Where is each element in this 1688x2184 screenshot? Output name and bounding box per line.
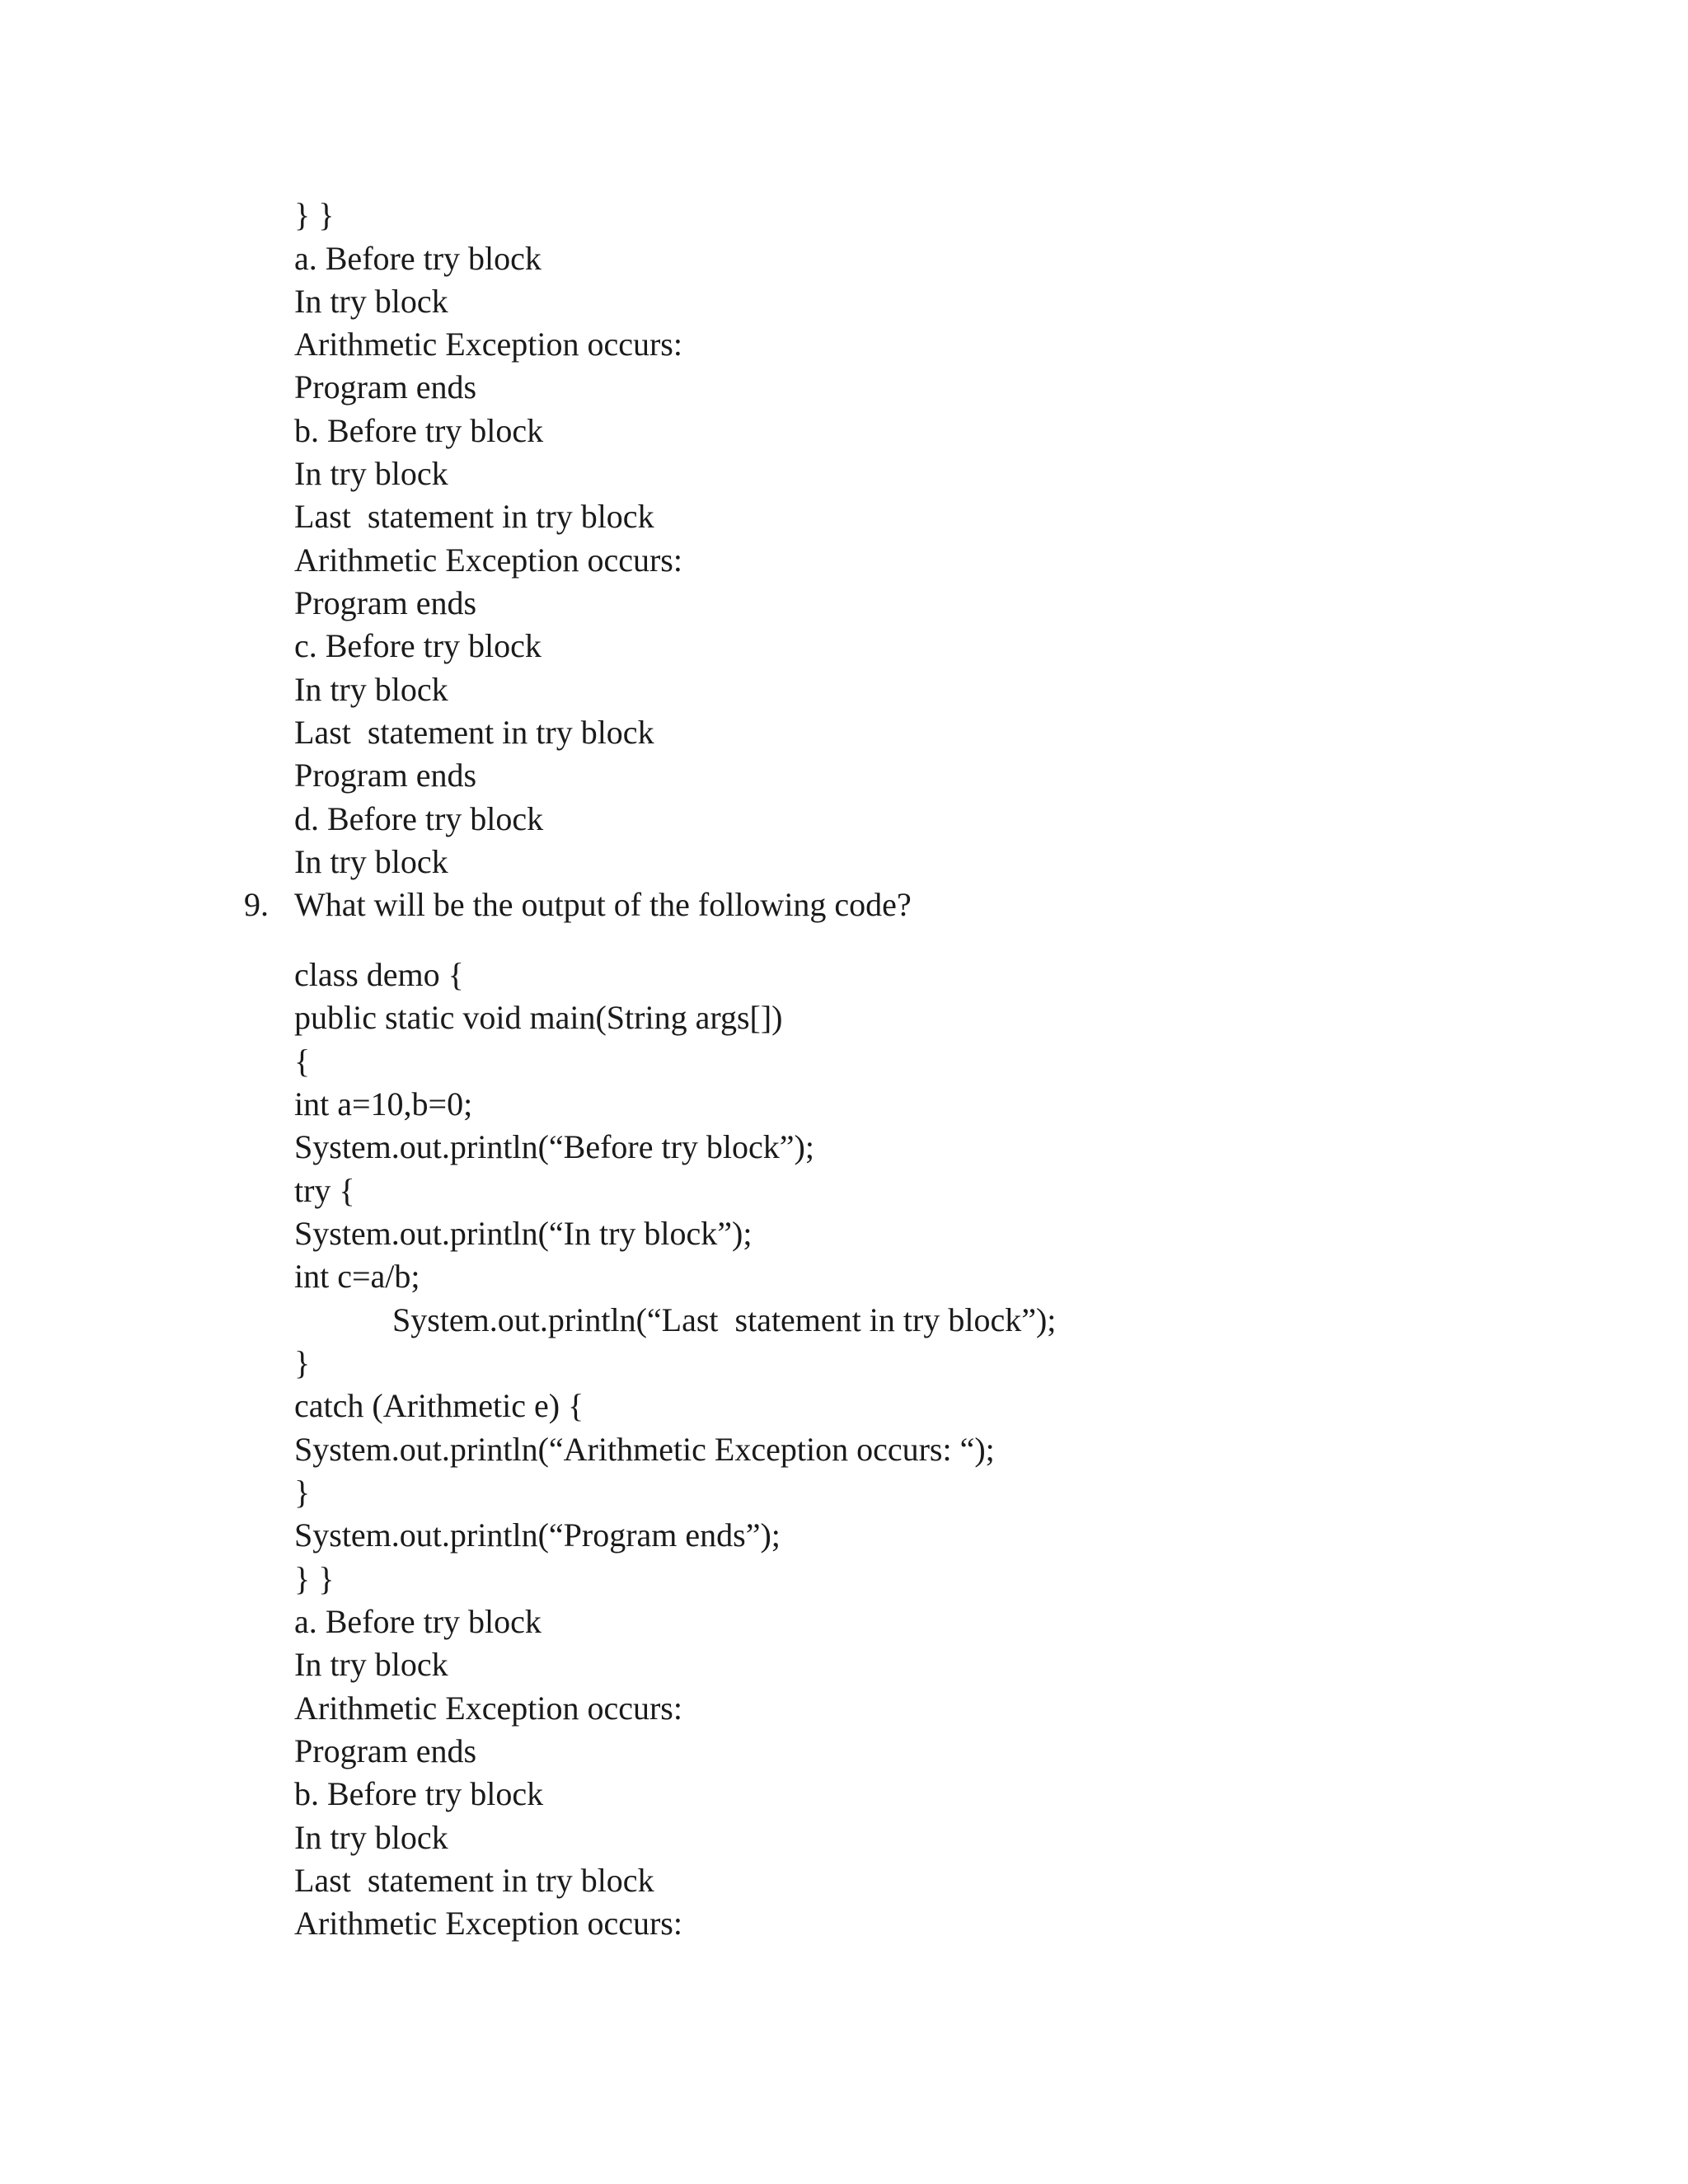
code-line: { <box>294 1043 311 1080</box>
code-line: } <box>294 1474 311 1511</box>
option-a-line-1: a. Before try block <box>294 240 542 277</box>
option-b-line-2: In try block <box>294 455 448 492</box>
code-line: class demo { <box>294 956 464 993</box>
closing-braces: } } <box>294 196 335 233</box>
code-line: System.out.println(“Last statement in try block”); <box>392 1301 1057 1338</box>
option-a-line-1: a. Before try block <box>294 1603 542 1640</box>
code-line: } } <box>294 1560 335 1597</box>
option-b-line-5: Program ends <box>294 584 477 621</box>
option-b-line-1: b. Before try block <box>294 1775 544 1812</box>
question-number: 9. <box>244 886 269 923</box>
option-a-line-3: Arithmetic Exception occurs: <box>294 1690 682 1727</box>
code-line: int a=10,b=0; <box>294 1085 473 1122</box>
code-line: try { <box>294 1172 355 1209</box>
option-b-line-4: Arithmetic Exception occurs: <box>294 541 682 579</box>
code-line: catch (Arithmetic e) { <box>294 1387 584 1424</box>
option-d-line-1: d. Before try block <box>294 800 544 837</box>
option-b-line-1: b. Before try block <box>294 412 544 449</box>
option-c-line-2: In try block <box>294 671 448 708</box>
option-a-line-2: In try block <box>294 283 448 320</box>
option-c-line-3: Last statement in try block <box>294 714 654 751</box>
option-c-line-1: c. Before try block <box>294 627 542 664</box>
option-b-line-3: Last statement in try block <box>294 498 654 535</box>
question-text: What will be the output of the following code? <box>294 886 912 923</box>
code-line: } <box>294 1344 311 1381</box>
option-d-line-2: In try block <box>294 843 448 880</box>
code-line: System.out.println(“Arithmetic Exception occurs: “); <box>294 1431 995 1468</box>
option-a-line-2: In try block <box>294 1646 448 1683</box>
code-line: public static void main(String args[]) <box>294 999 783 1036</box>
option-a-line-4: Program ends <box>294 368 477 405</box>
option-b-line-4: Arithmetic Exception occurs: <box>294 1905 682 1942</box>
code-line: System.out.println(“In try block”); <box>294 1215 753 1252</box>
option-b-line-2: In try block <box>294 1819 448 1856</box>
option-a-line-4: Program ends <box>294 1732 477 1769</box>
option-c-line-4: Program ends <box>294 757 477 794</box>
code-line: System.out.println(“Before try block”); <box>294 1128 814 1165</box>
option-a-line-3: Arithmetic Exception occurs: <box>294 326 682 363</box>
code-line: int c=a/b; <box>294 1258 420 1295</box>
code-line: System.out.println(“Program ends”); <box>294 1516 781 1554</box>
option-b-line-3: Last statement in try block <box>294 1862 654 1899</box>
